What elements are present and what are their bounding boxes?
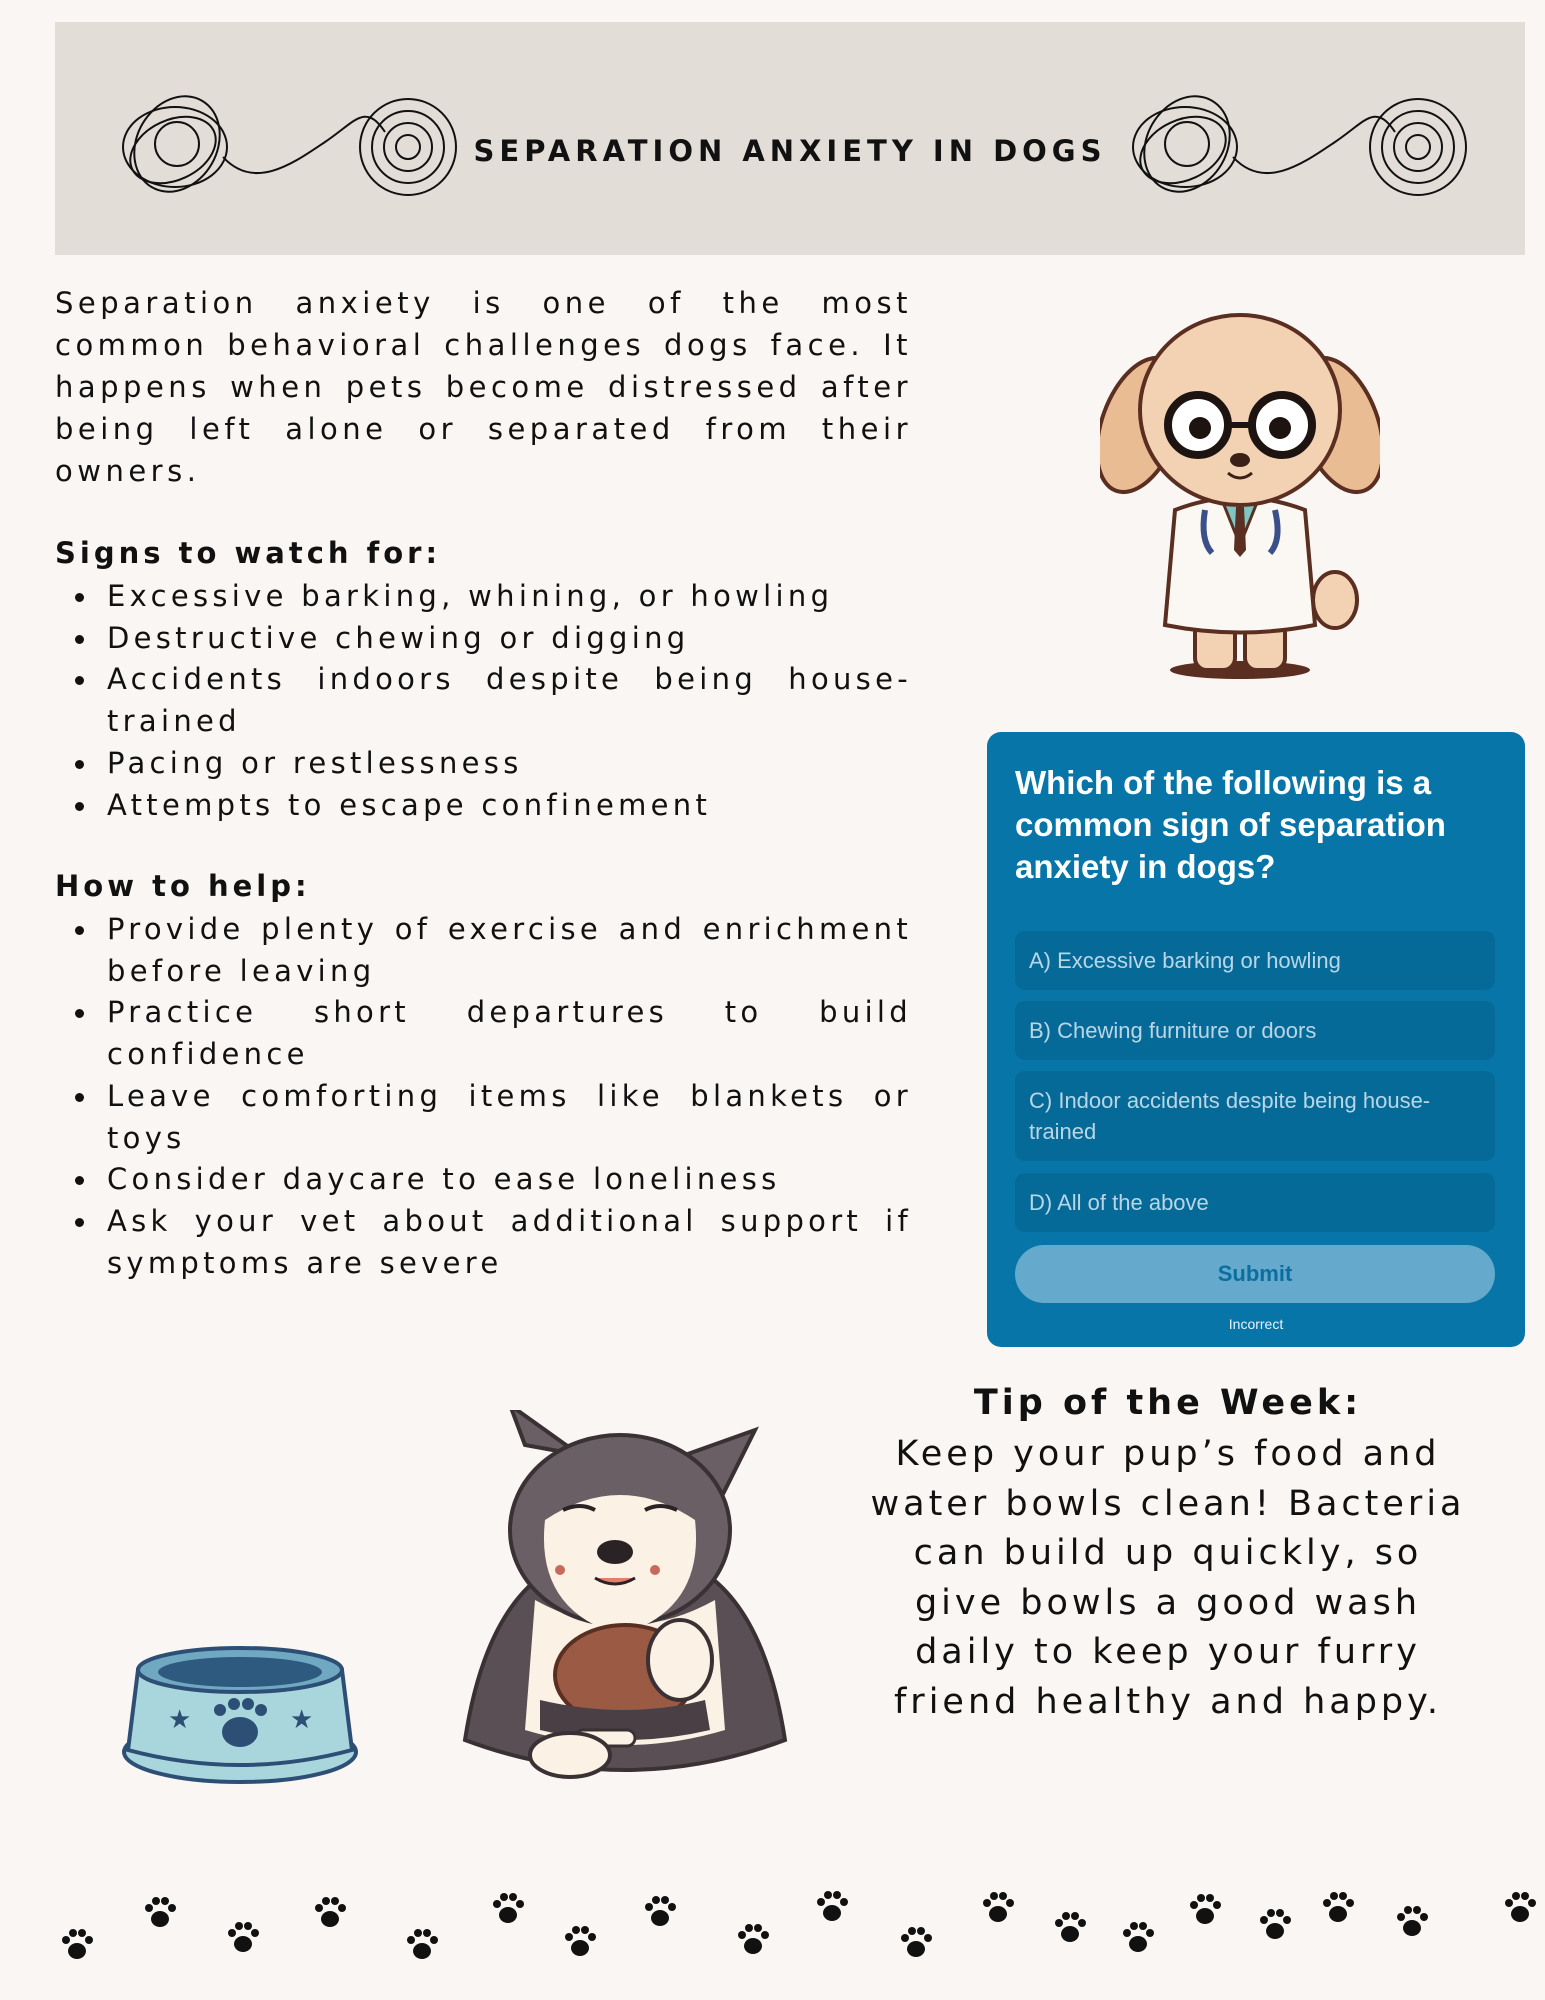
- paw-print-icon: [1255, 1905, 1295, 1945]
- help-list: [55, 909, 912, 1284]
- submit-button[interactable]: Submit: [1015, 1245, 1495, 1303]
- yarn-doodle-icon: [1125, 82, 1485, 212]
- list-item: Consider daycare to ease loneliness: [55, 1159, 912, 1201]
- quiz-question: Which of the following is a common sign of separation anxiety in dogs?: [1015, 764, 1446, 885]
- help-heading: How to help:: [55, 869, 311, 903]
- list-item: Practice short departures to build confidence: [55, 992, 912, 1075]
- paw-print-icon: [812, 1887, 852, 1927]
- list-item: Destructive chewing or digging: [55, 618, 912, 660]
- list-item: Attempts to escape confinement: [55, 785, 912, 827]
- list-item: Accidents indoors despite being house-trained: [55, 659, 912, 742]
- list-item: Ask your vet about additional support if symptoms are severe: [55, 1201, 912, 1284]
- svg-text:★: ★: [168, 1705, 192, 1735]
- list-item: Leave comforting items like blankets or toys: [55, 1076, 912, 1159]
- paw-print-icon: [488, 1889, 528, 1929]
- paw-print-icon: [402, 1925, 442, 1965]
- paw-print-icon: [1185, 1890, 1225, 1930]
- quiz-panel: [987, 732, 1525, 1347]
- list-item: Provide plenty of exercise and enrichment before leaving: [55, 909, 912, 992]
- paw-print-icon: [1392, 1902, 1432, 1942]
- paw-print-icon: [978, 1888, 1018, 1928]
- paw-print-icon: [140, 1893, 180, 1933]
- list-item: Pacing or restlessness: [55, 743, 912, 785]
- doctor-dog-illustration: [1100, 295, 1380, 685]
- husky-illustration: [455, 1410, 795, 1810]
- svg-text:★: ★: [290, 1705, 314, 1735]
- paw-print-icon: [57, 1925, 97, 1965]
- paw-print-icon: [1500, 1888, 1540, 1928]
- tip-body: Keep your pup’s food and water bowls clean! Bacteria can build up quickly, so give bowls a good wash daily to keep your furry friend healthy and happy.: [870, 1434, 1466, 1722]
- paw-print-icon: [223, 1918, 263, 1958]
- dog-bowl-illustration: [120, 1640, 360, 1785]
- page-title: SEPARATION ANXIETY IN DOGS: [473, 134, 1107, 168]
- header-banner: [55, 22, 1525, 255]
- paw-print-icon: [310, 1893, 350, 1933]
- paw-print-icon: [1318, 1888, 1358, 1928]
- intro-paragraph: Separation anxiety is one of the most common behavioral challenges dogs face. It happens when pets become distressed after being left alone or separated from their owners.: [55, 286, 912, 488]
- quiz-option-c[interactable]: C) Indoor accidents despite being house-trained: [1015, 1071, 1495, 1161]
- quiz-option-d[interactable]: D) All of the above: [1015, 1173, 1495, 1232]
- quiz-option-a[interactable]: A) Excessive barking or howling: [1015, 931, 1495, 990]
- signs-heading: Signs to watch for:: [55, 536, 442, 570]
- paw-print-icon: [733, 1920, 773, 1960]
- signs-list: [55, 576, 912, 826]
- paw-print-icon: [1118, 1918, 1158, 1958]
- paw-print-icon: [640, 1892, 680, 1932]
- list-item: Excessive barking, whining, or howling: [55, 576, 912, 618]
- quiz-result-status: Incorrect: [1228, 1316, 1284, 1332]
- paw-print-icon: [1050, 1908, 1090, 1948]
- tip-heading: Tip of the Week:: [973, 1383, 1363, 1423]
- paw-print-icon: [560, 1922, 600, 1962]
- quiz-option-b[interactable]: B) Chewing furniture or doors: [1015, 1001, 1495, 1060]
- paw-print-icon: [896, 1923, 936, 1963]
